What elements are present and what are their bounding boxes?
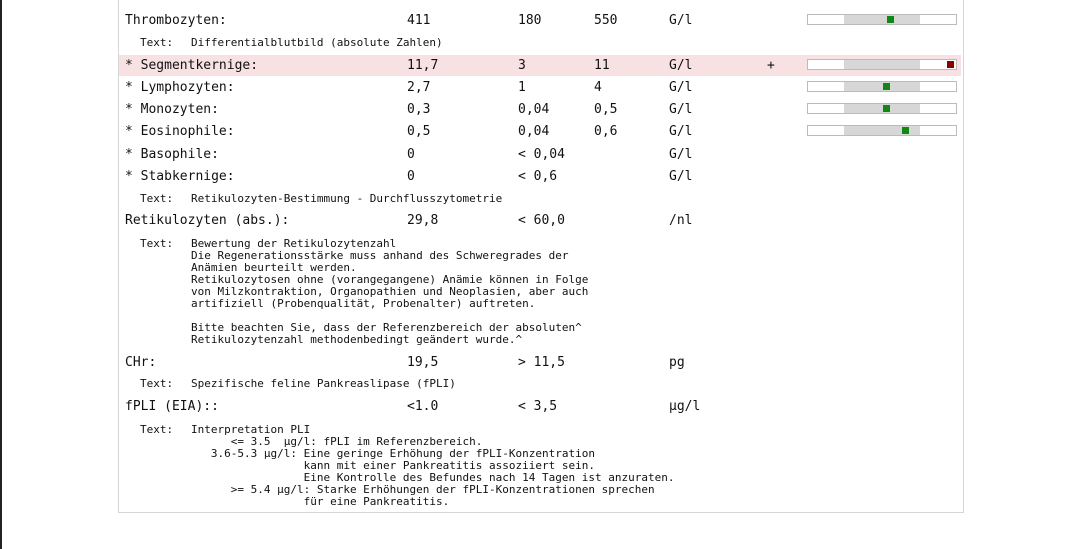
note-line: Bewertung der Retikulozytenzahl — [191, 237, 397, 250]
reference-low: 0,04 — [518, 124, 550, 139]
reference-low: < 0,04 — [518, 147, 565, 162]
reference-low: < 3,5 — [518, 399, 558, 414]
reference-range — [844, 60, 920, 69]
reference-low: < 60,0 — [518, 213, 565, 228]
unit: µg/l — [669, 399, 701, 414]
result-row-segmentkernige — [119, 55, 961, 76]
value-marker — [947, 61, 954, 68]
note-fpli-interpretation — [140, 424, 674, 508]
reference-high: 0,5 — [594, 102, 618, 117]
reference-high: 0,6 — [594, 124, 618, 139]
value-marker — [883, 105, 890, 112]
analyte-name: * Basophile: — [125, 147, 219, 162]
result-value: 19,5 — [407, 355, 439, 370]
reference-low: 3 — [518, 58, 526, 73]
range-bar — [807, 14, 957, 25]
analyte-name: Retikulozyten (abs.): — [125, 213, 290, 228]
note-label: Text: — [140, 36, 174, 49]
reference-range — [844, 82, 920, 91]
reference-high: 4 — [594, 80, 602, 95]
reference-low: 1 — [518, 80, 526, 95]
note-line: Retikulozytenzahl methodenbedingt geändert wurde.^ — [191, 333, 523, 346]
reference-low: < 0,6 — [518, 169, 558, 184]
note-label: Text: — [140, 192, 174, 205]
analyte-name: CHr: — [125, 355, 157, 370]
unit: G/l — [669, 80, 693, 95]
result-row-eosinophile — [119, 121, 961, 142]
result-value: 0 — [407, 147, 415, 162]
note-retikulozyten-method — [140, 193, 502, 205]
value-marker — [883, 83, 890, 90]
note-line: von Milzkontraktion, Organopathien und Neoplasien, aber auch — [191, 285, 589, 298]
note-line: Spezifische feline Pankreaslipase (fPLI) — [191, 377, 456, 390]
unit: G/l — [669, 58, 693, 73]
result-value: 0,5 — [407, 124, 431, 139]
result-row-basophile — [119, 144, 961, 165]
result-value: 0,3 — [407, 102, 431, 117]
unit: G/l — [669, 124, 693, 139]
result-row-retikulozyten — [119, 210, 961, 231]
unit: G/l — [669, 147, 693, 162]
reference-range — [844, 104, 920, 113]
unit: G/l — [669, 169, 693, 184]
note-line: Interpretation PLI — [191, 423, 311, 436]
note-line: Retikulozytosen ohne (vorangegangene) Anämie können in Folge — [191, 273, 589, 286]
note-bewertung — [140, 238, 588, 346]
reference-low: 180 — [518, 13, 542, 28]
note-differential — [140, 37, 443, 49]
range-bar — [807, 125, 957, 136]
note-line: Bitte beachten Sie, dass der Referenzbereich der absoluten^ — [191, 321, 582, 334]
note-line: Differentialblutbild (absolute Zahlen) — [191, 36, 443, 49]
note-line: Anämien beurteilt werden. — [191, 261, 357, 274]
result-value: 29,8 — [407, 213, 439, 228]
reference-range — [844, 15, 920, 24]
result-row-thrombozyten — [119, 10, 961, 31]
range-bar — [807, 81, 957, 92]
note-label: Text: — [140, 423, 174, 436]
analyte-name: * Eosinophile: — [125, 124, 235, 139]
note-line: <= 3.5 µg/l: fPLI im Referenzbereich. — [191, 435, 483, 448]
note-line: kann mit einer Pankreatitis assoziiert sein. — [191, 459, 595, 472]
value-marker — [902, 127, 909, 134]
analyte-name: * Lymphozyten: — [125, 80, 235, 95]
result-value: 0 — [407, 169, 415, 184]
note-line: für eine Pankreatitis. — [191, 495, 450, 508]
unit: G/l — [669, 102, 693, 117]
result-value: 2,7 — [407, 80, 431, 95]
note-line: Eine Kontrolle des Befundes nach 14 Tagen ist anzuraten. — [191, 471, 675, 484]
note-line: >= 5.4 µg/l: Starke Erhöhungen der fPLI-Konzentrationen sprechen — [191, 483, 655, 496]
left-border — [0, 0, 2, 549]
reference-low: 0,04 — [518, 102, 550, 117]
result-value: <1.0 — [407, 399, 439, 414]
reference-low: > 11,5 — [518, 355, 565, 370]
note-line: Retikulozyten-Bestimmung - Durchflusszytometrie — [191, 192, 503, 205]
note-line: artifiziell (Probenqualität, Probenalter) auftreten. — [191, 297, 536, 310]
note-label: Text: — [140, 237, 174, 250]
analyte-name: * Segmentkernige: — [125, 58, 259, 73]
value-marker — [887, 16, 894, 23]
result-row-monozyten — [119, 99, 961, 120]
result-row-stabkernige — [119, 166, 961, 187]
unit: pg — [669, 355, 685, 370]
unit: /nl — [669, 213, 693, 228]
result-value: 411 — [407, 13, 431, 28]
reference-high: 550 — [594, 13, 618, 28]
note-line: 3.6-5.3 µg/l: Eine geringe Erhöhung der fPLI-Konzentration — [191, 447, 595, 460]
reference-high: 11 — [594, 58, 610, 73]
analyte-name: * Stabkernige: — [125, 169, 235, 184]
note-line: Die Regenerationsstärke muss anhand des Schweregrades der — [191, 249, 569, 262]
result-value: 11,7 — [407, 58, 439, 73]
abnormal-flag: + — [767, 58, 775, 73]
unit: G/l — [669, 13, 693, 28]
result-row-chr — [119, 352, 961, 373]
analyte-name: Thrombozyten: — [125, 13, 227, 28]
result-row-fpli — [119, 396, 961, 417]
range-bar — [807, 59, 957, 70]
note-fpli-title — [140, 378, 456, 390]
result-row-lymphozyten — [119, 77, 961, 98]
analyte-name: fPLI (EIA):: — [125, 399, 219, 414]
analyte-name: * Monozyten: — [125, 102, 219, 117]
note-label: Text: — [140, 377, 174, 390]
range-bar — [807, 103, 957, 114]
